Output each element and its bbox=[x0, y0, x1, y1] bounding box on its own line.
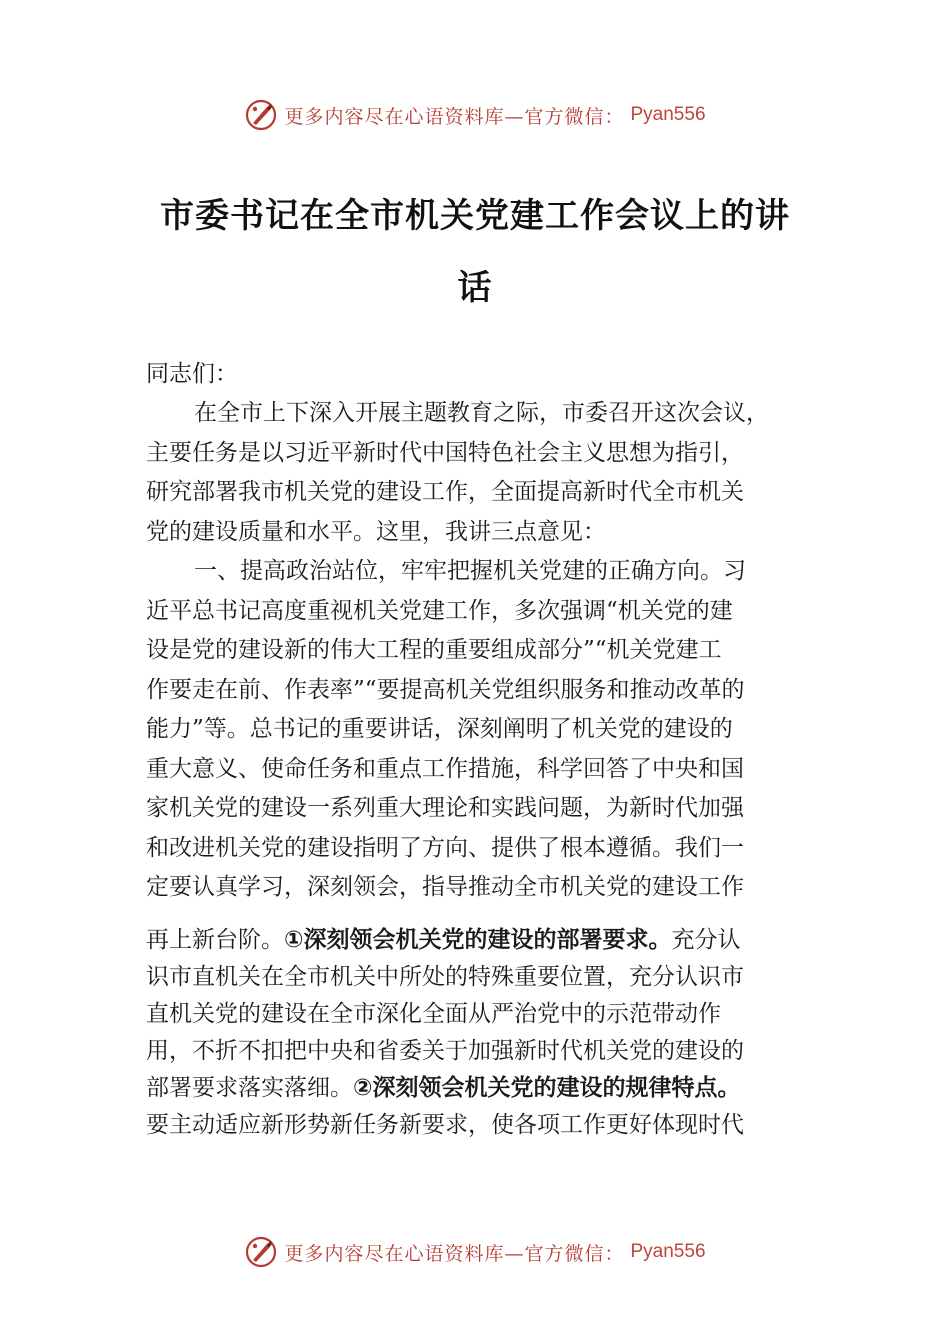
paragraph-line: 要主动适应新形势新任务新要求，使各项工作更好体现时代 bbox=[146, 1112, 744, 1138]
paragraph-line: 主要任务是以习近平新时代中国特色社会主义思想为指引， bbox=[146, 439, 744, 466]
paragraph-line: 在全市上下深入开展主题教育之际，市委召开这次会议， bbox=[194, 400, 769, 426]
paragraph-1 bbox=[146, 394, 812, 552]
paragraph-line: 近平总书记高度重视机关党建工作，多次强调“机关党的建 bbox=[146, 597, 733, 624]
salutation: 同志们： bbox=[146, 361, 238, 387]
paragraph-line: 设是党的建设新的伟大工程的重要组成部分”“机关党建工 bbox=[146, 637, 722, 663]
paragraph-line: 研究部署我市机关党的建设工作，全面提高新时代全市机关 bbox=[146, 479, 744, 505]
text-run: 部署要求落实落细。 bbox=[146, 1075, 353, 1101]
pen-logo-icon bbox=[244, 1235, 278, 1269]
paragraph-3 bbox=[146, 922, 812, 1144]
paragraph-2 bbox=[146, 552, 812, 908]
paragraph-line bbox=[146, 922, 812, 959]
paragraph-line: 识市直机关在全市机关中所处的特殊重要位置，充分认识市 bbox=[146, 964, 744, 990]
watermark-text: 更多内容尽在心语资料库—官方微信： bbox=[284, 1242, 625, 1265]
document-title bbox=[100, 180, 850, 324]
paragraph-line: 家机关党的建设一系列重大理论和实践问题，为新时代加强 bbox=[146, 795, 744, 821]
text-run: 充分认 bbox=[671, 927, 741, 953]
paragraph-line: 一、提高政治站位，牢牢把握机关党建的正确方向。习 bbox=[194, 558, 746, 584]
watermark-text: 更多内容尽在心语资料库—官方微信： bbox=[284, 105, 625, 128]
watermark-footer bbox=[0, 1232, 950, 1272]
paragraph-line: 重大意义、使命任务和重点工作措施，科学回答了中央和国 bbox=[146, 755, 744, 782]
text-run: 再上新台阶。 bbox=[146, 927, 284, 953]
watermark-wechat-id: Pyan556 bbox=[630, 1241, 706, 1262]
bold-heading-2: ②深刻领会机关党的建设的规律特点。 bbox=[353, 1075, 741, 1101]
paragraph-line: 直机关党的建设在全市深化全面从严治党中的示范带动作 bbox=[146, 1001, 721, 1027]
paragraph-line: 和改进机关党的建设指明了方向、提供了根本遵循。我们一 bbox=[146, 834, 744, 861]
paragraph-line: 用，不折不扣把中央和省委关于加强新时代机关党的建设的 bbox=[146, 1038, 744, 1064]
pen-logo-icon bbox=[244, 98, 278, 132]
paragraph-line: 定要认真学习，深刻领会，指导推动全市机关党的建设工作 bbox=[146, 874, 744, 900]
title-line-2: 话 bbox=[457, 268, 493, 308]
watermark-header bbox=[0, 95, 950, 135]
watermark-wechat-id: Pyan556 bbox=[630, 104, 706, 125]
paragraph-line: 作要走在前、作表率”“要提高机关党组织服务和推动改革的 bbox=[146, 676, 745, 703]
paragraph-line bbox=[146, 1070, 812, 1107]
paragraph-line: 党的建设质量和水平。这里，我讲三点意见： bbox=[146, 518, 606, 545]
title-line-1: 市委书记在全市机关党建工作会议上的讲 bbox=[160, 196, 790, 236]
bold-heading-1: ①深刻领会机关党的建设的部署要求。 bbox=[284, 927, 672, 953]
paragraph-line: 能力”等。总书记的重要讲话，深刻阐明了机关党的建设的 bbox=[146, 716, 733, 742]
